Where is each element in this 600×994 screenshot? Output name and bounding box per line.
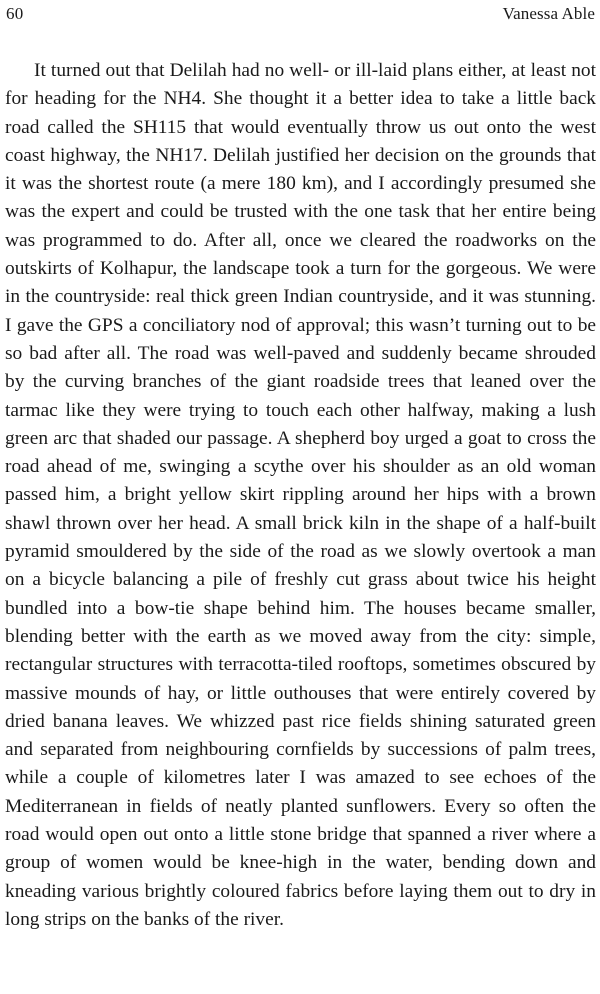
running-title: Vanessa Able xyxy=(502,4,595,23)
paragraph: It turned out that Delilah had no well- or ill-laid plans either, at least not for heading for the NH4. She thought it a better idea to take a little back road called the SH115 that would eventually throw us out onto the west coast highway, the NH17. Delilah justified her decision on the grounds that it was the shortest route (a mere 180 km), and I accordingly presumed she was the expert and could be trusted with the one task that her entire being was programmed to do. After all, once we cleared the roadworks on the outskirts of Kolhapur, the landscape took a turn for the gorgeous. We were in the countryside: real thick green Indian countryside, and it was stunning. I gave the GPS a conciliatory nod of approval; this wasn’t turning out to be so bad after all. The road was well-paved and suddenly became shrouded by the curving branches of the giant roadside trees that leaned over the tarmac like they were trying to touch each other halfway, making a lush green arc that shaded our passage. A shepherd boy urged a goat to cross the road ahead of me, swinging a scythe over his shoulder as an old woman passed him, a bright yellow skirt rippling around her hips with a brown shawl thrown over her head. A small brick kiln in the shape of a half-built pyramid smouldered by the side of the road as we slowly overtook a man on a bicycle balancing a pile of freshly cut grass about twice his height bundled into a bow-tie shape behind him. The houses became smaller, blending better with the earth as we moved away from the city: simple, rectangular structures with terracotta-tiled rooftops, sometimes obscured by massive mounds of hay, or little outhouses that were entirely covered by dried banana leaves. We whizzed past rice fields shining saturated green and separated from neighbouring cornfields by successions of palm trees, while a couple of kilometres later I was amazed to see echoes of the Mediterranean in fields of neatly planted sunflowers. Every so often the road would open out onto a little stone bridge that spanned a river where a group of women would be knee-high in the water, bending down and kneading various brightly coloured fabrics before laying them out to dry in long strips on the banks of the river. xyxy=(5,60,596,930)
body-text xyxy=(5,57,596,934)
page-number: 60 xyxy=(6,4,24,23)
running-head xyxy=(6,2,595,26)
